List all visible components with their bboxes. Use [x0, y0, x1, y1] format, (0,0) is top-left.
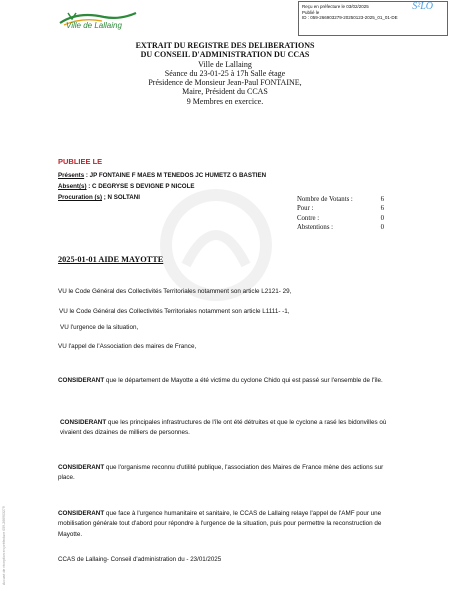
stamp-received: Reçu en préfecture le 03/02/2025 [302, 4, 369, 9]
absents-label: Absent(s) [58, 183, 87, 191]
header-city: Ville de Lallaing [198, 59, 252, 69]
considerant-text: que le département de Mayotte a été victime du cyclone Chido qui est passé sur l'ensemble de l'île. [104, 377, 383, 384]
header-title-1: EXTRAIT DU REGISTRE DES DELIBERATIONS [135, 41, 315, 50]
considerant-word: CONSIDERANT [58, 464, 105, 471]
vu-paragraph-2: VU le Code Général des Collectivités Territoriales notamment son article L1111- -1, [59, 308, 290, 315]
considerant-text: que les principales infrastructures de l'île ont été détruites et que le cyclone a rasé les bidonvilles où vivaient des dizaines de milliers de personnes. [60, 419, 387, 437]
page-footer: CCAS de Lallaing- Conseil d'administration du - 23/01/2025 [58, 556, 222, 563]
vu-paragraph-1: VU le Code Général des Collectivités Territoriales notamment son article L2121- 29, [58, 288, 292, 295]
side-margin-text: Accusé de réception en préfecture 059-266903279 [2, 506, 6, 585]
stamp-published: Publié le [302, 9, 320, 15]
vote-value: 6 [380, 205, 384, 213]
considerant-word: CONSIDERANT [60, 419, 107, 426]
vote-value: 6 [380, 196, 384, 203]
vu-paragraph-4: VU l'appel de l'Association des maires de France, [58, 343, 197, 350]
header-title-2: DU CONSEIL D'ADMINISTRATION DU CCAS [140, 50, 310, 60]
considerant-text: que l'organisme reconnu d'utilité publique, l'association des Maires de France mène des actions sur place. [58, 464, 384, 482]
logo-text: Ville de Lallaing [66, 21, 122, 30]
prefecture-stamp [298, 1, 448, 36]
header-session: Séance du 23-01-25 à 17h Salle étage [164, 68, 286, 78]
absents-list: : C DEGRYSE S DEVIGNE P NICOLE [86, 183, 195, 191]
procuration-list: ; N SOLTANI [102, 194, 140, 202]
considerant-paragraph-3 [58, 463, 398, 484]
vote-label: Abstentions : [297, 223, 334, 231]
slo-logo: S²LO [412, 1, 433, 12]
header-role: Maire, Président du CCAS [182, 87, 268, 97]
vote-label: Pour : [297, 205, 314, 213]
header-presidency: Présidence de Monsieur Jean-Paul FONTAINE, [148, 78, 302, 88]
vote-label: Nombre de Votants : [297, 196, 353, 203]
vote-row [297, 195, 384, 204]
header-members: 9 Membres en exercice. [186, 96, 264, 106]
deliberation-subject: 2025-01-01 AIDE MAYOTTE [58, 255, 164, 264]
vote-value: 0 [380, 223, 384, 231]
presents-line [58, 170, 266, 181]
vote-row [297, 223, 384, 232]
document-header [90, 41, 360, 106]
considerant-paragraph-1 [58, 376, 398, 386]
considerant-paragraph-2 [60, 418, 400, 439]
considerant-paragraph-4 [58, 509, 398, 540]
publiee-label: PUBLIEE LE [58, 157, 103, 166]
considerant-word: CONSIDERANT [58, 377, 105, 384]
presents-list: : JP FONTAINE F MAES M TENEDOS JC HUMETZ G BASTIEN [84, 172, 267, 179]
ville-logo [58, 9, 140, 35]
stamp-id: ID : 059-266903279-20250123-2025_01_01-DE [302, 15, 398, 21]
presents-label: Présents [58, 172, 85, 179]
considerant-word: CONSIDERANT [58, 510, 105, 517]
procuration-label: Procuration (s) [58, 194, 103, 202]
vote-label: Contre : [297, 214, 320, 222]
vote-counts [297, 195, 384, 232]
vu-paragraph-3: VU l'urgence de la situation, [60, 324, 139, 331]
vote-row [297, 204, 384, 213]
vote-row [297, 214, 384, 223]
considerant-text: que face à l'urgence humanitaire et sanitaire, le CCAS de Lallaing relaye l'appel de l'AMF pour une mobilisation générale tout d'abord pour répondre à l'urgence de la situation, puis pour permettre la reconstruction de Mayotte. [58, 510, 382, 538]
vote-value: 0 [380, 214, 384, 222]
